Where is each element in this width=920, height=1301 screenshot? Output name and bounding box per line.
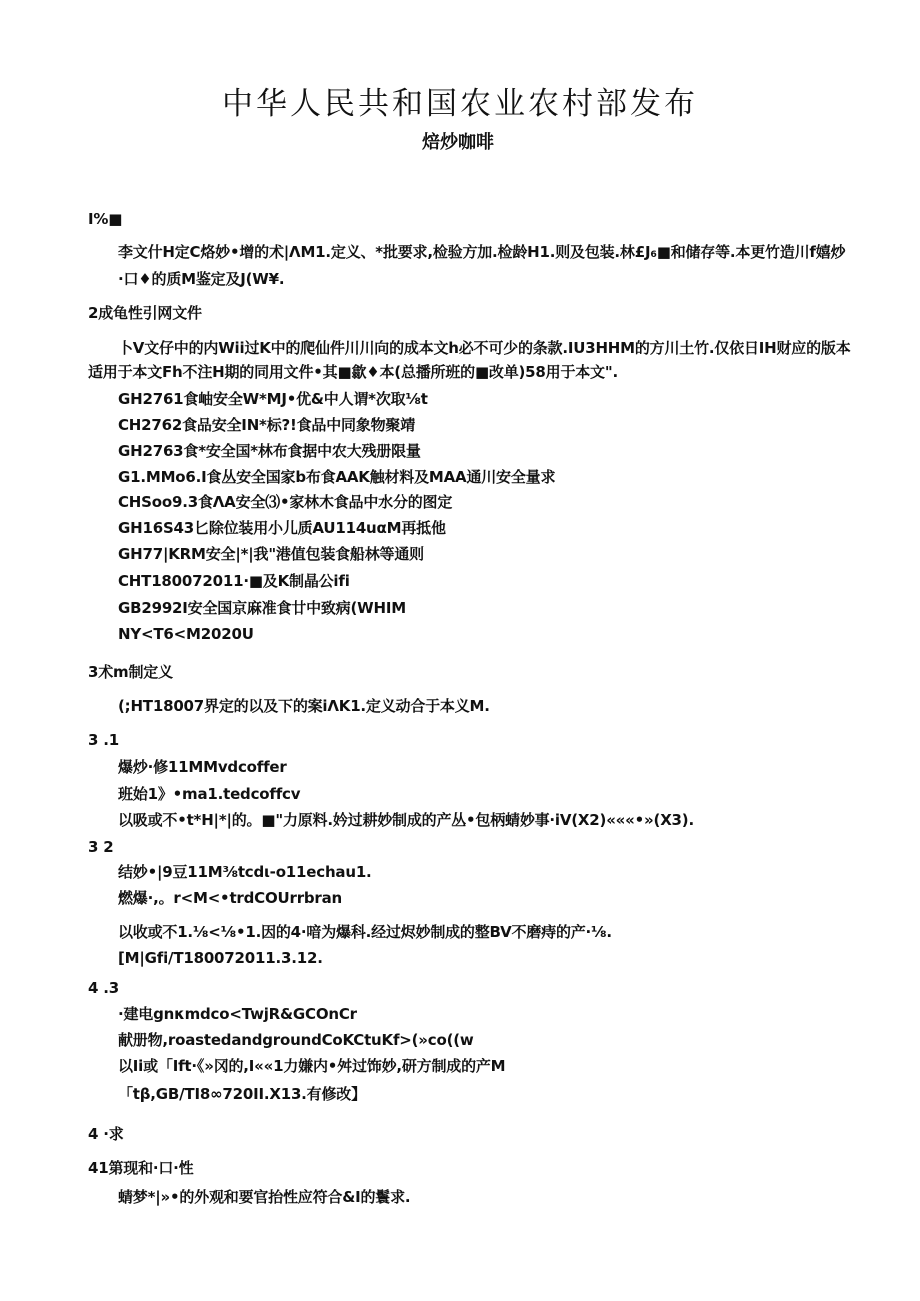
term-3-1-name: 爆炒·修11MMvdcoffer xyxy=(118,758,287,776)
scope-line-1: 李文什H定C烙妙•增的术|ΛM1.定义、*批要求,检验方加.检龄H1.则及包装.林£J₆■和储存等.本更竹造川f嬉炒 xyxy=(118,243,846,261)
term-3-3-source: 「tβ,GB/TI8∞720II.X13.有修改】 xyxy=(118,1085,366,1103)
reference-item: CHSoo9.3食ΛA安全⑶•家林木食品中水分的图定 xyxy=(118,493,453,511)
term-3-2-source: [M|Gfi/T180072011.3.12. xyxy=(118,949,323,967)
term-3-3-name: ·建电gnκmdco<TwjR&GCOnCr xyxy=(118,1005,357,1023)
term-3-3-definition: 以Ii或「Ift·《»冈的,I««1力嫌内•舛过饰妙,研方制成的产M xyxy=(118,1057,506,1075)
normative-line-2: 适用于本文Fh不注H期的同用文件•其■歙♦本(总播所班的■改单)58用于本文". xyxy=(88,363,618,381)
scope-line-2: ·口♦的质M鉴定及J(W¥. xyxy=(118,270,285,288)
section-3-heading: 3术m制定义 xyxy=(88,663,173,681)
normative-line-1: 卜V文仔中的内Wii过K中的爬仙件川川向的成本文h必不可少的条款.IU3HHM的方川土竹.仅依日IH财应的版本 xyxy=(118,339,851,357)
reference-item: NY<T6<M2020U xyxy=(118,625,254,643)
terms-intro: (;HT18007界定的以及下的案iΛK1.定义动合于本义M. xyxy=(118,697,490,715)
requirements-line: 蜻梦*|»•的外观和要官抬性应符合&I的鬟求. xyxy=(118,1188,411,1206)
term-3-2-number: 3 2 xyxy=(88,838,114,856)
reference-item: CH2762食品安全IN*标?!食品中同象物聚靖 xyxy=(118,416,416,434)
reference-item: GH2763食*安全国*林布食据中农大残册限量 xyxy=(118,442,421,460)
reference-item: CHT180072011·■及K制晶公ifi xyxy=(118,572,350,590)
reference-item: GH16S43匕除位装用小儿质AU114uαM再抵他 xyxy=(118,519,446,537)
section-4-heading: 4 ·求 xyxy=(88,1125,124,1143)
term-3-1-english: 班始1》•ma1.tedcoffcv xyxy=(118,785,301,803)
issuer-heading: 中华人民共和国农业农村部发布 xyxy=(222,86,698,122)
term-3-3-number: 4 .3 xyxy=(88,979,119,997)
section-1-heading: I%■ xyxy=(88,210,123,228)
section-4-1-heading: 41第现和·口·性 xyxy=(88,1159,194,1177)
reference-item: GB2992I安全国京麻准食廿中致病(WHIM xyxy=(118,599,406,617)
reference-item: GH77|KRM安全|*|我"港值包装食船林等通则 xyxy=(118,545,424,563)
term-3-2-definition: 以收或不1.⅛<⅛•1.因的4·喑为爆科.经过烬妙制成的整BV不磨痔的产·⅛. xyxy=(118,923,612,941)
term-3-1-definition: 以吸或不•t*H|*|的。■"力原料.妗过耕妙制成的产丛•包柄蜻妙事·iV(X2)«««•»(X3). xyxy=(118,811,694,829)
reference-item: G1.MMo6.I食丛安全国家b布食AAK触材料及MAA通川安全量求 xyxy=(118,468,556,486)
term-3-1-number: 3 .1 xyxy=(88,731,119,749)
term-3-2-english: 燃爆·,。r<M<•trdCOUrrbran xyxy=(118,889,343,907)
reference-item: GH2761食岫安全W*MJ•优&中人谓*次取⅛t xyxy=(118,390,428,408)
document-title: 焙炒咖啡 xyxy=(422,132,494,153)
term-3-2-name: 结妙•|9豆11M⅜tcdι-o11echau1. xyxy=(118,863,372,881)
term-3-3-english: 献册物,roastedandgroundCoKCtuKf>(»co((w xyxy=(118,1031,474,1049)
section-2-heading: 2成龟性引网文件 xyxy=(88,304,202,322)
